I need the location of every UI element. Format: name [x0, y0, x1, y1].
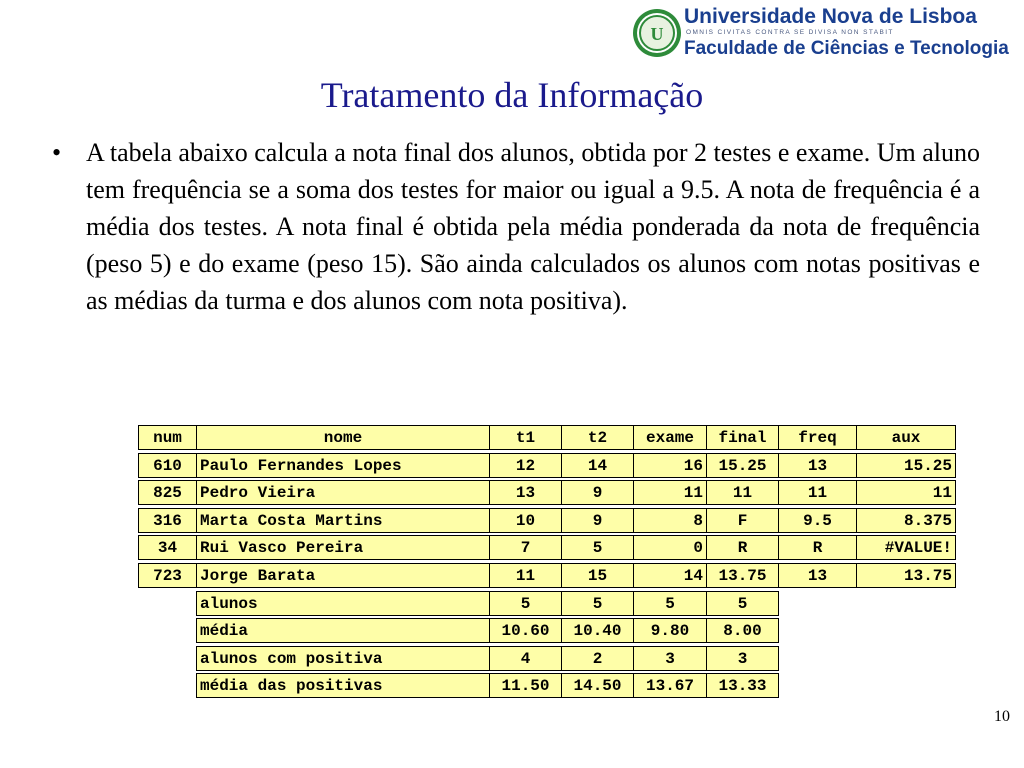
cell-t1: 10 — [489, 508, 562, 533]
summary-cell-t2: 10.40 — [561, 618, 634, 643]
header-cell-final: final — [706, 425, 779, 450]
summary-cell-final: 3 — [706, 646, 779, 671]
cell-aux: 15.25 — [856, 453, 956, 478]
cell-num: 316 — [138, 508, 197, 533]
summary-cell-t2: 5 — [561, 591, 634, 616]
cell-t1: 13 — [489, 480, 562, 505]
cell-exame: 0 — [633, 535, 707, 560]
cell-freq: 9.5 — [778, 508, 857, 533]
summary-cell-t1: 11.50 — [489, 673, 562, 698]
bullet-marker: • — [52, 138, 62, 167]
cell-nome: Jorge Barata — [196, 563, 490, 588]
cell-num: 723 — [138, 563, 197, 588]
page-number: 10 — [994, 708, 1010, 725]
slide-title: Tratamento da Informação — [320, 75, 704, 115]
summary-label: alunos com positiva — [196, 646, 490, 671]
cell-t1: 7 — [489, 535, 562, 560]
cell-exame: 14 — [633, 563, 707, 588]
summary-cell-final: 13.33 — [706, 673, 779, 698]
cell-t1: 12 — [489, 453, 562, 478]
cell-t2: 9 — [561, 480, 634, 505]
cell-t2: 15 — [561, 563, 634, 588]
university-logo — [630, 2, 1020, 64]
cell-t2: 9 — [561, 508, 634, 533]
summary-label: média — [196, 618, 490, 643]
cell-final: 13.75 — [706, 563, 779, 588]
summary-label: média das positivas — [196, 673, 490, 698]
header-cell-nome: nome — [196, 425, 490, 450]
cell-aux: 11 — [856, 480, 956, 505]
cell-nome: Marta Costa Martins — [196, 508, 490, 533]
cell-num: 34 — [138, 535, 197, 560]
cell-aux: 13.75 — [856, 563, 956, 588]
cell-final: R — [706, 535, 779, 560]
cell-final: 11 — [706, 480, 779, 505]
cell-t2: 14 — [561, 453, 634, 478]
bullet-text: A tabela abaixo calcula a nota final dos alunos, obtida por 2 testes e exame. Um aluno tem frequência se a soma dos testes for maior ou igual a 9.5. A nota de frequência é a média dos testes. A nota final é obtida pela média ponderada da nota de frequência (peso 5) e do exame (peso 15). São ainda calculados os alunos com notas positivas e as médias da turma e dos alunos com nota positiva). — [86, 138, 980, 315]
header-cell-t2: t2 — [561, 425, 634, 450]
header-cell-aux: aux — [856, 425, 956, 450]
logo-university-name: Universidade Nova de Lisboa — [684, 5, 977, 28]
summary-cell-final: 8.00 — [706, 618, 779, 643]
cell-aux: #VALUE! — [856, 535, 956, 560]
cell-freq: 13 — [778, 563, 857, 588]
summary-cell-t1: 4 — [489, 646, 562, 671]
logo-faculty-name: Faculdade de Ciências e Tecnologia — [684, 38, 1009, 59]
header-cell-exame: exame — [633, 425, 707, 450]
cell-freq: 13 — [778, 453, 857, 478]
cell-exame: 11 — [633, 480, 707, 505]
cell-exame: 16 — [633, 453, 707, 478]
summary-cell-t1: 10.60 — [489, 618, 562, 643]
cell-aux: 8.375 — [856, 508, 956, 533]
logo-motto: OMNIS CIVITAS CONTRA SE DIVISA NON STABIT — [686, 29, 894, 36]
summary-cell-exame: 13.67 — [633, 673, 707, 698]
header-cell-t1: t1 — [489, 425, 562, 450]
cell-nome: Rui Vasco Pereira — [196, 535, 490, 560]
cell-num: 825 — [138, 480, 197, 505]
summary-label: alunos — [196, 591, 490, 616]
cell-freq: R — [778, 535, 857, 560]
summary-cell-exame: 3 — [633, 646, 707, 671]
cell-num: 610 — [138, 453, 197, 478]
cell-freq: 11 — [778, 480, 857, 505]
cell-t1: 11 — [489, 563, 562, 588]
cell-final: F — [706, 508, 779, 533]
summary-cell-exame: 9.80 — [633, 618, 707, 643]
header-cell-freq: freq — [778, 425, 857, 450]
cell-t2: 5 — [561, 535, 634, 560]
header-cell-num: num — [138, 425, 197, 450]
summary-cell-exame: 5 — [633, 591, 707, 616]
svg-text:U: U — [650, 24, 664, 44]
cell-final: 15.25 — [706, 453, 779, 478]
summary-cell-t2: 2 — [561, 646, 634, 671]
university-emblem-icon — [630, 2, 684, 62]
summary-cell-final: 5 — [706, 591, 779, 616]
summary-cell-t1: 5 — [489, 591, 562, 616]
cell-exame: 8 — [633, 508, 707, 533]
cell-nome: Pedro Vieira — [196, 480, 490, 505]
summary-cell-t2: 14.50 — [561, 673, 634, 698]
cell-nome: Paulo Fernandes Lopes — [196, 453, 490, 478]
